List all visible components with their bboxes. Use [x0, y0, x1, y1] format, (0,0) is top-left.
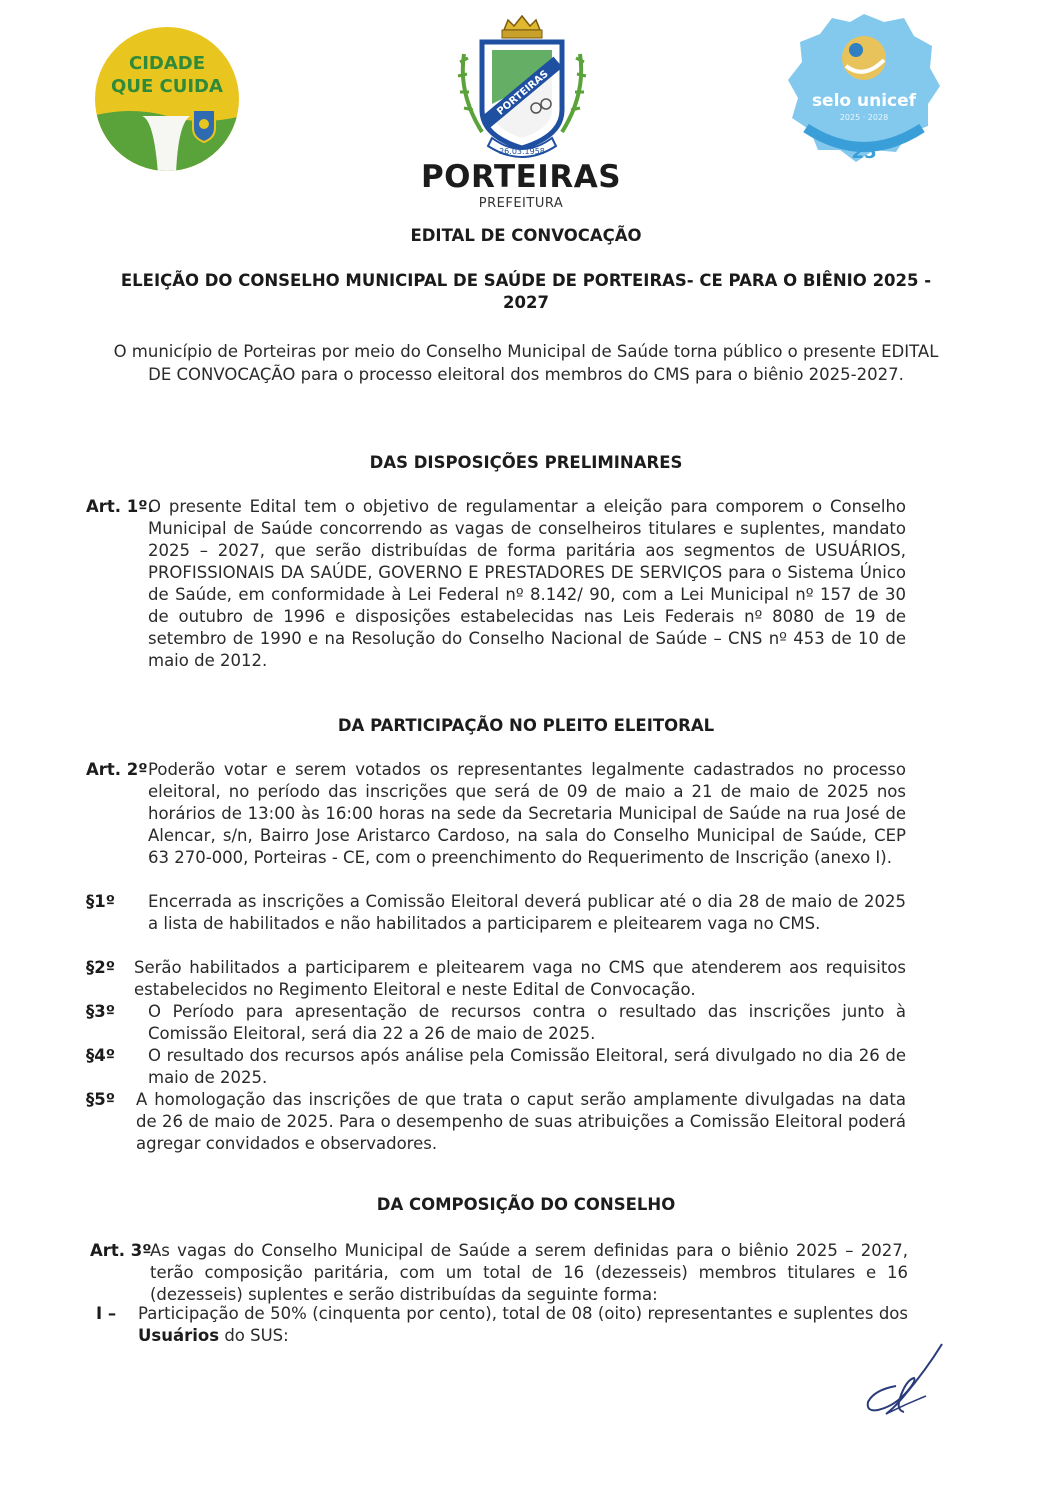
selo-unicef-text: selo unicef [811, 91, 917, 111]
paragraph-2-text: Serão habilitados a participarem e pleitearem vaga no CMS que atenderem aos requisitos estabelecidos no Regimento Eleitoral e neste Edital de Convocação. [134, 958, 906, 999]
item-1-content [138, 1303, 908, 1347]
paragraph-5 [86, 1089, 906, 1155]
article-3 [90, 1240, 908, 1306]
svg-text:PORTEIRAS: PORTEIRAS [495, 68, 551, 118]
paragraph-1 [86, 891, 906, 935]
brand-subtitle: PREFEITURA [478, 196, 564, 211]
article-2 [86, 759, 906, 869]
paragraph-5-text: A homologação das inscrições de que trata o caput serão amplamente divulgadas na data de 26 de maio de 2025. Para o desempenho de suas atribuições a Comissão Eleitoral poderá agregar convidados e observadores. [136, 1090, 906, 1153]
item-1-text-a: Participação de 50% (cinquenta por cento), total de 08 (oito) representantes e suplentes dos [138, 1304, 908, 1323]
article-3-label: Art. 3º [90, 1241, 152, 1260]
selo-unicef-years: 2025 · 2028 [839, 113, 889, 122]
coat-of-arms-date: 26.03.1958 [499, 147, 545, 156]
municipality-brand [380, 158, 662, 212]
svg-text:CIDADE: CIDADE [128, 53, 206, 74]
porteiras-coat-of-arms [452, 14, 592, 166]
svg-text:QUE CUIDA: QUE CUIDA [111, 76, 223, 97]
article-1-label: Art. 1º. [86, 497, 154, 516]
article-2-label: Art. 2º [86, 760, 148, 779]
section-heading-participacao: DA PARTICIPAÇÃO NO PLEITO ELEITORAL [337, 716, 715, 735]
document-heading: EDITAL DE CONVOCAÇÃO [410, 226, 642, 245]
paragraph-3-text: O Período para apresentação de recursos contra o resultado das inscrições junto à Comissão Eleitoral, será dia 22 a 26 de maio de 2025. [148, 1002, 906, 1043]
item-1-label: I – [96, 1304, 117, 1323]
section-heading-composicao: DA COMPOSIÇÃO DO CONSELHO [376, 1195, 676, 1214]
paragraph-4-label: §4º [86, 1046, 116, 1065]
paragraph-1-text: Encerrada as inscrições a Comissão Eleitoral deverá publicar até o dia 28 de maio de 2025 a lista de habilitados e não habilitados a participarem e pleitearem vaga no CMS. [148, 892, 906, 933]
paragraph-4 [86, 1045, 906, 1089]
paragraph-2-label: §2º [86, 958, 116, 977]
item-1 [96, 1303, 908, 1347]
paragraph-5-label: §5º [86, 1090, 116, 1109]
section-heading-preliminares: DAS DISPOSIÇÕES PRELIMINARES [369, 453, 683, 472]
article-2-text: Poderão votar e serem votados os representantes legalmente cadastrados no processo eleitoral, no período das inscrições que será de 09 de maio a 21 de maio de 2025 nos horários de 13:00 às 16:00 horas na sede da Secretaria Municipal de Saúde na rua José de Alencar, s/n, Bairro Jose Aristarco Cardoso, na sala do Conselho Municipal de Saúde, CEP 63 270-000, Porteiras - CE, com o preenchimento do Requerimento de Inscrição (anexo I). [148, 760, 906, 867]
item-1-text-b: do SUS: [224, 1326, 289, 1345]
handwritten-signature [856, 1340, 956, 1422]
selo-unicef-logo [786, 10, 942, 170]
brand-name: PORTEIRAS [420, 159, 622, 195]
paragraph-3-label: §3º [86, 1002, 116, 1021]
paragraph-4-text: O resultado dos recursos após análise pela Comissão Eleitoral, será divulgado no dia 26 de maio de 2025. [148, 1046, 906, 1087]
article-1-text: O presente Edital tem o objetivo de regulamentar a eleição para comporem o Conselho Municipal de Saúde concorrendo as vagas de conselheiros titulares e suplentes, mandato 2025 – 2027, que serão distribuídas de forma paritária aos segmentos de USUÁRIOS, PROFISSIONAIS DA SAÚDE, GOVERNO E PRESTADORES DE SERVIÇOS para o Sistema Único de Saúde, em conformidade à Lei Federal nº 8.142/ 90, com a Lei Municipal nº 157 de 30 de outubro de 1996 e disposições estabelecidas nas Leis Federais nº 8080 de 19 de setembro de 1990 e na Resolução do Conselho Nacional de Saúde – CNS nº 453 de 10 de maio de 2012. [148, 497, 906, 670]
selo-unicef-number: 25 [851, 142, 877, 163]
document-title: ELEIÇÃO DO CONSELHO MUNICIPAL DE SAÚDE DE PORTEIRAS- CE PARA O BIÊNIO 2025 - 2027 [120, 271, 932, 312]
paragraph-1-label: §1º [86, 892, 116, 911]
cidade-que-cuida-logo [92, 24, 242, 174]
article-3-text: As vagas do Conselho Municipal de Saúde a serem definidas para o biênio 2025 – 2027, terão composição paritária, com um total de 16 (dezesseis) membros titulares e 16 (dezesseis) suplentes e serão distribuídas da seguinte forma: [150, 1241, 908, 1304]
intro-paragraph: O município de Porteiras por meio do Conselho Municipal de Saúde torna público o presente EDITAL DE CONVOCAÇÃO para o processo eleitoral dos membros do CMS para o biênio 2025-2027. [113, 342, 939, 384]
paragraph-3 [86, 1001, 906, 1045]
item-1-bold: Usuários [138, 1326, 220, 1345]
article-1 [86, 496, 906, 672]
paragraph-2 [86, 957, 906, 1001]
